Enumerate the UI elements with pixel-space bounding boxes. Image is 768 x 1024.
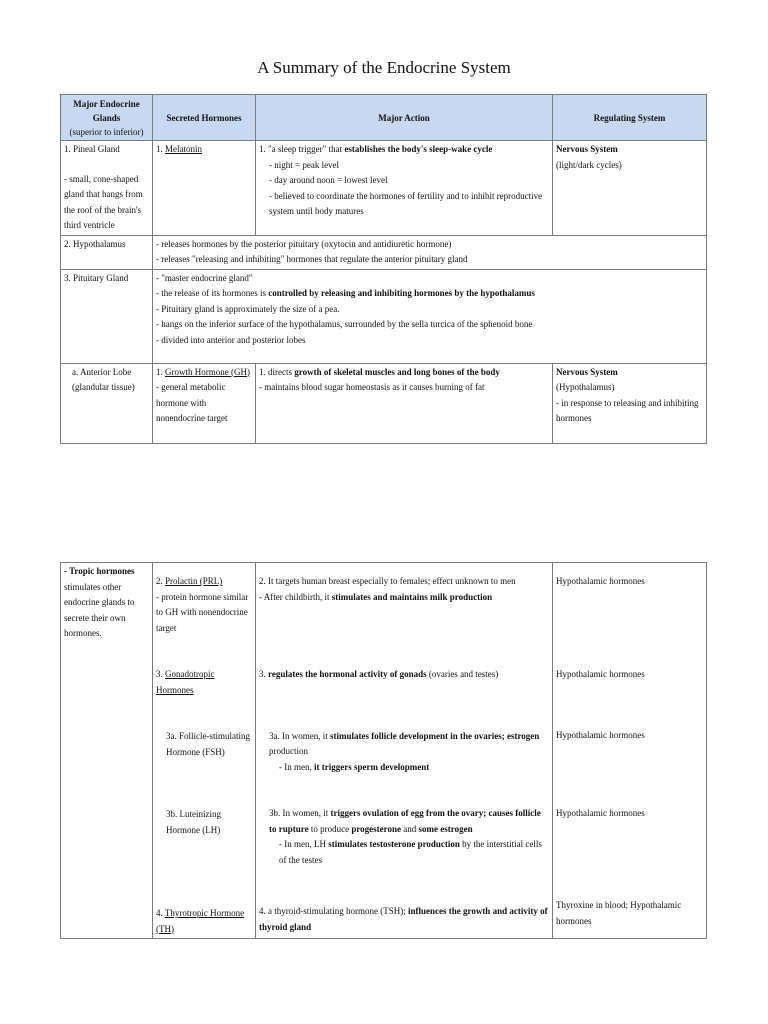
header-glands-label: Major Endocrine Glands — [73, 98, 140, 123]
hormone-number: 1. — [156, 144, 165, 154]
gland-cell — [61, 141, 153, 236]
action-text: 4. a thyroid-stimulating hormone (TSH); — [259, 906, 408, 916]
gland-cell — [61, 363, 153, 443]
hormone-number: 1. — [156, 366, 165, 377]
action-text: 1. directs — [259, 366, 295, 377]
hypothalamus-description — [153, 235, 707, 269]
action-text: 3b. In women, it — [269, 808, 331, 818]
endocrine-table-bottom — [60, 562, 707, 939]
table-row-anterior — [61, 363, 707, 443]
gland-cell: 2. Hypothalamus — [61, 235, 153, 269]
table-header-row — [61, 95, 707, 141]
action-text: to produce — [308, 823, 352, 834]
regulating-system: Nervous System — [556, 366, 618, 377]
hormone-name: Prolactin (PRL) — [165, 576, 223, 586]
regulating-system: Hypothalamic hormones — [556, 730, 645, 740]
hormone-number: 3. — [156, 669, 165, 679]
description-bold: controlled by releasing and inhibiting hormones by the hypothalamus — [268, 288, 535, 298]
description-line: - the release of its hormones is — [156, 288, 269, 298]
hormone-name: 3a. Follicle-stimulating Hormone (FSH) — [166, 731, 250, 757]
action-detail: - believed to coordinate the hormones of fertility and to inhibit reproductive system until body matures — [269, 190, 543, 216]
description-line: - releases hormones by the posterior pituitary (oxytocin and antidiuretic hormone) — [156, 238, 452, 249]
table-row-tropic — [61, 563, 707, 939]
hormone-cell — [153, 363, 256, 443]
action-bold: progesterone — [351, 823, 402, 834]
action-bold: influences the growth and activity of thyroid gland — [259, 906, 548, 932]
gland-name: 1. Pineal Gland — [64, 144, 120, 154]
action-cell — [256, 363, 553, 443]
hormone-number: 4. — [156, 908, 165, 918]
action-bold: it triggers sperm development — [314, 761, 430, 772]
action-text: (ovaries and testes) — [426, 669, 499, 679]
action-cell — [256, 141, 553, 236]
page-title: A Summary of the Endocrine System — [257, 58, 511, 77]
regulating-system: Hypothalamic hormones — [556, 668, 645, 679]
regulating-cell — [553, 363, 707, 443]
action-text: production — [269, 746, 308, 756]
header-action: Major Action — [256, 95, 553, 141]
pituitary-description — [153, 269, 707, 363]
regulating-system: Nervous System — [556, 144, 618, 154]
regulating-detail: (Hypothalamus) — [556, 382, 615, 392]
hormone-description: - protein hormone similar to GH with nonendocrine target — [156, 591, 249, 633]
hormone-name: Gonadotropic Hormones — [156, 669, 215, 695]
hormone-name: Melatonin — [165, 144, 202, 154]
hormone-name: 3b. Luteinizing Hormone (LH) — [166, 809, 221, 835]
regulating-detail: - in response to releasing and inhibiting hormones — [556, 397, 699, 423]
regulating-system: Thyroxine in blood; Hypothalamic hormones — [556, 900, 682, 926]
table-row-pituitary — [61, 269, 707, 363]
hormone-name: Growth Hormone (GH) — [165, 366, 250, 377]
header-hormones: Secreted Hormones — [153, 95, 256, 141]
tropic-description: stimulates other endocrine glands to secrete their own hormones. — [64, 581, 135, 638]
table-row-pineal — [61, 141, 707, 236]
table-row-hypothalamus — [61, 235, 707, 269]
description-line: - divided into anterior and posterior lobes — [156, 334, 306, 345]
hormone-number: 2. — [156, 576, 165, 586]
hormone-description: - general metabolic hormone with nonendocrine target — [156, 382, 228, 423]
hormone-cell — [153, 141, 256, 236]
header-regulating: Regulating System — [553, 95, 707, 141]
action-bold: stimulates and maintains milk production — [331, 591, 493, 602]
gland-cell — [61, 563, 153, 939]
action-text: 3. — [259, 669, 268, 679]
gland-name: a. Anterior Lobe (glandular tissue) — [72, 366, 135, 392]
action-bold: growth of skeletal muscles and long bones of the body — [294, 366, 500, 377]
action-detail: - maintains blood sugar homeostasis as it causes burning of fat — [259, 382, 485, 392]
hormone-cell — [153, 563, 256, 939]
action-detail: - day around noon = lowest level — [269, 175, 388, 185]
action-cell — [256, 563, 553, 939]
header-glands-sub: (superior to inferior) — [69, 126, 144, 137]
action-bold: triggers ovulation of egg from the ovary; causes follicle to rupture — [269, 808, 541, 834]
action-text: - In men, LH — [279, 839, 329, 849]
action-bold: regulates the hormonal activity of gonads — [268, 669, 427, 679]
tropic-heading: - Tropic hormones — [64, 566, 135, 576]
action-text: by the interstitial cells of the testes — [279, 839, 542, 865]
action-text: - In men, — [279, 761, 314, 772]
endocrine-table-top — [60, 94, 707, 444]
action-bold: some estrogen — [418, 823, 473, 834]
action-bold: establishes the body's sleep-wake cycle — [344, 144, 493, 154]
action-text: and — [401, 823, 419, 834]
regulating-cell — [553, 141, 707, 236]
hormone-name: Thyrotropic Hormone (TH) — [156, 908, 245, 934]
action-detail: - night = peak level — [269, 159, 340, 170]
action-text: 3a. In women, it — [269, 730, 330, 741]
gland-cell: 3. Pituitary Gland — [61, 269, 153, 363]
action-bold: stimulates testosterone production — [328, 839, 460, 849]
description-line: - Pituitary gland is approximately the size of a pea. — [156, 303, 340, 314]
header-glands — [61, 95, 153, 141]
regulating-detail: (light/dark cycles) — [556, 159, 622, 170]
regulating-system: Hypothalamic hormones — [556, 576, 645, 586]
action-text: 2. It targets human breast especially to females; effect unknown to men — [259, 576, 516, 586]
action-text: - After childbirth, it — [259, 591, 332, 602]
action-bold: stimulates follicle development in the ovaries; estrogen — [330, 730, 540, 741]
regulating-system: Hypothalamic hormones — [556, 807, 645, 818]
gland-description: - small, cone-shaped gland that hangs from the roof of the brain's third ventricle — [64, 173, 143, 230]
description-line: - "master endocrine gland" — [156, 272, 253, 283]
action-text: 1. "a sleep trigger" that — [259, 144, 345, 154]
description-line: - hangs on the inferior surface of the hypothalamus, surrounded by the sella turcica of the sphenoid bone — [156, 319, 533, 329]
description-line: - releases "releasing and inhibiting" hormones that regulate the anterior pituitary gland — [156, 254, 468, 264]
regulating-cell — [553, 563, 707, 939]
